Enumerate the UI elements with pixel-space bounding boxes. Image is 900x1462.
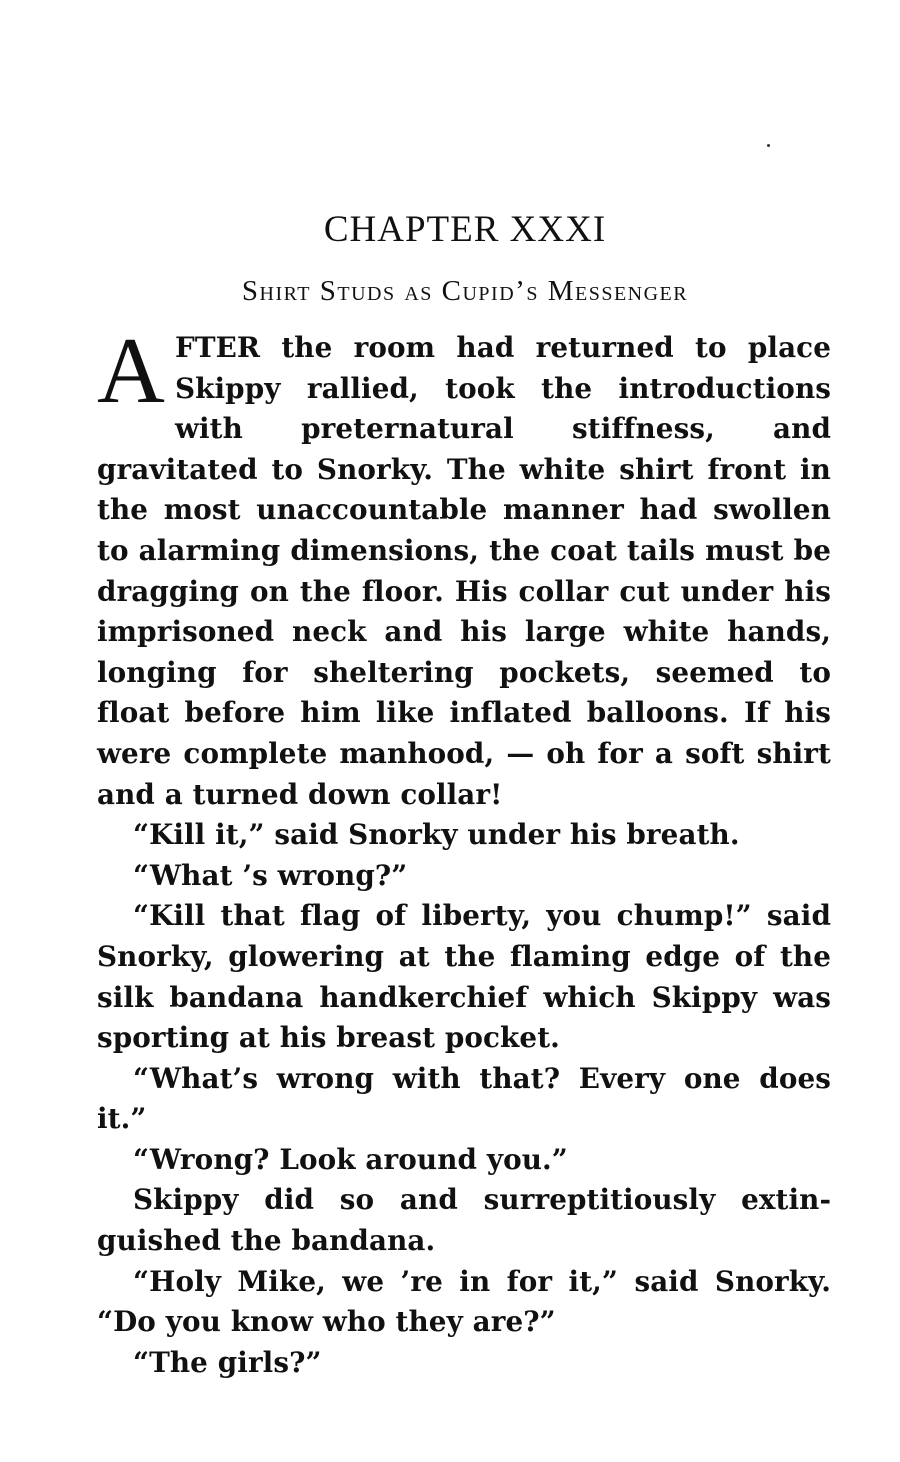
chapter-title: Shirt Studs as Cupid’s Messenger bbox=[241, 275, 689, 307]
paragraph-7: Skippy did so and surreptitiously extinguished the bandana. bbox=[97, 1183, 831, 1258]
paragraph-3: “What ’s wrong?” bbox=[133, 858, 408, 892]
print-speck bbox=[767, 144, 770, 147]
paragraph-6: “Wrong? Look around you.” bbox=[133, 1142, 568, 1176]
chapter-body bbox=[97, 319, 831, 1383]
paragraph-1-text: FTER the room had returned to place Skippy rallied, took the introductions with preternatural stiffness, and gravitated to Snorky. The white shirt front in the most unaccountable manner had swollen to alarming dimensions, the coat tails must be dragging on the floor. His collar cut under his imprisoned neck and his large white hands, longing for sheltering pockets, seemed to float before him like inflated balloons. If his were complete manhood, — oh for a soft shirt and a turned down collar! bbox=[97, 331, 831, 811]
paragraph-1 bbox=[97, 319, 831, 815]
chapter-number: CHAPTER XXXI bbox=[323, 209, 607, 250]
paragraph-5: “What’s wrong with that? Every one does it.” bbox=[97, 1061, 831, 1136]
paragraph-2: “Kill it,” said Snorky under his breath. bbox=[133, 818, 740, 852]
paragraph-9: “The girls?” bbox=[133, 1345, 322, 1379]
paragraph-4: “Kill that flag of liberty, you chump!” said Snorky, glowering at the flaming edge of the silk bandana handkerchief which Skippy was sporting at his breast pocket. bbox=[97, 899, 831, 1055]
drop-cap: A bbox=[97, 319, 165, 423]
paragraph-8: “Holy Mike, we ’re in for it,” said Snorky. “Do you know who they are?” bbox=[97, 1264, 831, 1339]
